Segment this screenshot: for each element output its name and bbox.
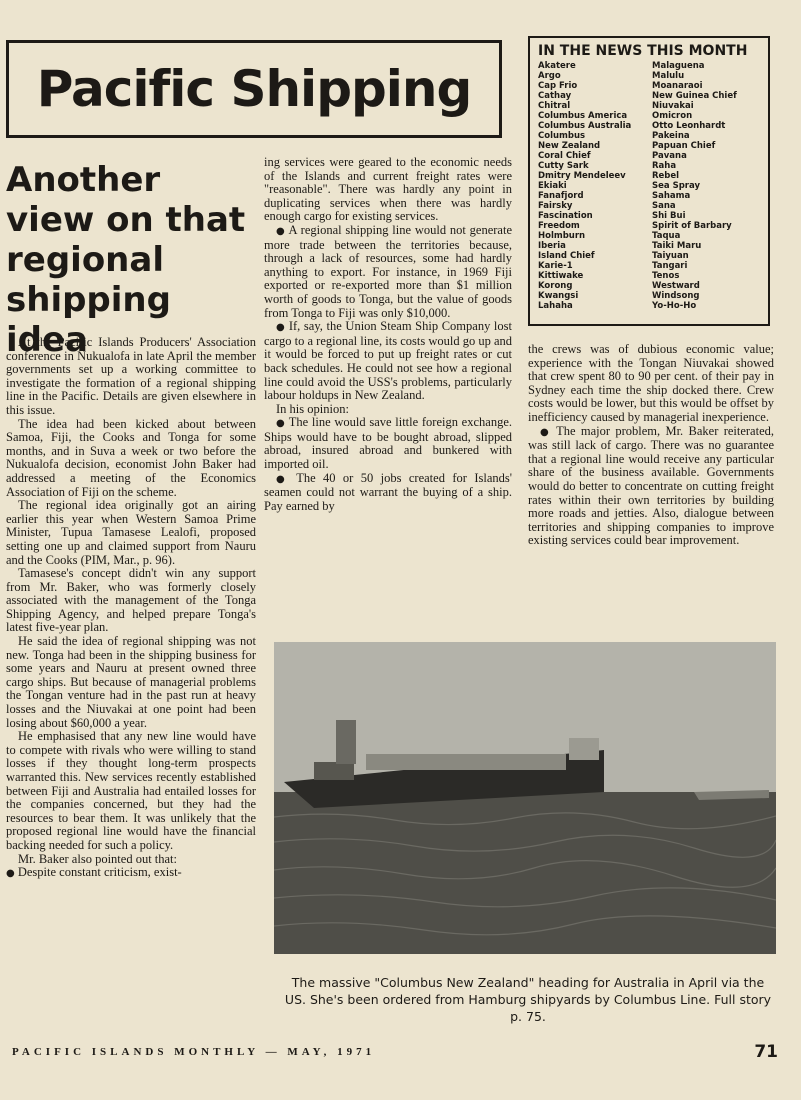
bullet-text: The 40 or 50 jobs created for Islands' seamen could not warrant the buying of a ship. Pay earned by bbox=[264, 470, 512, 513]
news-item: Pavana bbox=[652, 151, 687, 161]
news-item: Holmburn bbox=[538, 231, 586, 241]
photo-caption: The massive "Columbus New Zealand" heading for Australia in April via the US. She's been ordered from Hamburg shipyards by Columbus Line. Full story p. 75. bbox=[284, 975, 772, 1024]
news-item: Pakeina bbox=[652, 131, 690, 141]
news-item: Sahama bbox=[652, 191, 691, 201]
news-this-month-box bbox=[528, 36, 770, 326]
bullet-paragraph bbox=[264, 224, 512, 320]
bullet-paragraph bbox=[528, 425, 774, 548]
news-item: Yo-Ho-Ho bbox=[652, 301, 697, 311]
paragraph: The regional idea originally got an airing earlier this year when Western Samoa Prime Minister, Tupua Tamasese Lealofi, proposed setting one up and claimed support from Nauru and the Cooks (PIM, Mar., p. 96). bbox=[6, 498, 256, 567]
news-item: Westward bbox=[652, 281, 700, 291]
news-item: Rebel bbox=[652, 171, 680, 181]
news-item: Cathay bbox=[538, 91, 572, 101]
bullet-text: A regional shipping line would not generate more trade between the territories because, through a lack of resources, some had hardly anything to export. For instance, in 1969 Fiji exported or re-exported more than $1 million worth of goods to Tonga, but the value of goods from Tonga to Fiji was only $10,000. bbox=[264, 222, 512, 320]
news-item: Kwangsi bbox=[538, 291, 579, 301]
news-item: Moanaraoi bbox=[652, 81, 703, 91]
news-item: Papuan Chief bbox=[652, 141, 716, 151]
news-box-title: IN THE NEWS THIS MONTH bbox=[538, 43, 748, 59]
news-item: New Zealand bbox=[538, 141, 601, 151]
news-item: Cutty Sark bbox=[538, 161, 589, 171]
news-item: Omicron bbox=[652, 111, 693, 121]
article-headline: Another view on that regional shipping idea bbox=[6, 160, 246, 360]
bullet-paragraph bbox=[264, 320, 512, 403]
news-item: Columbus Australia bbox=[538, 121, 632, 131]
news-item: Freedom bbox=[538, 221, 580, 231]
news-item: Fairsky bbox=[538, 201, 573, 211]
bullet-paragraph bbox=[6, 866, 256, 881]
news-item: Lahaha bbox=[538, 301, 573, 311]
news-item: Columbus bbox=[538, 131, 586, 141]
bullet-icon: ● bbox=[276, 225, 286, 237]
news-item: New Guinea Chief bbox=[652, 91, 737, 101]
news-item: Fascination bbox=[538, 211, 593, 221]
bullet-paragraph bbox=[264, 472, 512, 514]
paragraph: He said the idea of regional shipping was not new. Tonga had been in the shipping business for some years and Nauru at present owned three cargo ships. But because of managerial problems the Tongan venture had in the past run at heavy losses and the Niuvakai at one point had been losing about $60,000 a year. bbox=[6, 634, 256, 730]
news-item: Cap Frio bbox=[538, 81, 578, 91]
news-item: Sana bbox=[652, 201, 676, 211]
news-item: Fanafjord bbox=[538, 191, 584, 201]
news-item: Taiyuan bbox=[652, 251, 689, 261]
paragraph: the crews was of dubious economic value; experience with the Tongan Niuvakai showed that crew spent 80 to 90 per cent. of their pay in Sydney each time the ship docked there. Crew costs would be lower, but this would be offset by inefficiency caused by managerial inexperience. bbox=[528, 342, 774, 424]
news-item: Raha bbox=[652, 161, 677, 171]
bullet-icon: ● bbox=[276, 418, 286, 430]
paragraph: At the Pacific Islands Producers' Association conference in Nukualofa in late April the member governments set up a working committee to investigate the formation of a regional shipping line in the Pacific. Details are given elsewhere in this issue. bbox=[6, 335, 256, 417]
news-item: Columbus America bbox=[538, 111, 628, 121]
news-item: Ekiaki bbox=[538, 181, 567, 191]
news-item: Niuvakai bbox=[652, 101, 694, 111]
news-item: Korong bbox=[538, 281, 573, 291]
news-list-right bbox=[652, 61, 760, 311]
news-item: Iberia bbox=[538, 241, 566, 251]
news-item: Shi Bui bbox=[652, 211, 686, 221]
running-title: PACIFIC ISLANDS MONTHLY — MAY, 1971 bbox=[12, 1046, 376, 1058]
news-item: Island Chief bbox=[538, 251, 595, 261]
paragraph: ing services were geared to the economic needs of the Islands and current freight rates were "reasonable". There was hardly any point in duplicating services when there was hardly enough cargo for existing services. bbox=[264, 155, 512, 224]
news-item: Karie-1 bbox=[538, 261, 573, 271]
news-item: Taqua bbox=[652, 231, 681, 241]
paragraph: In his opinion: bbox=[276, 401, 349, 416]
news-item: Chitral bbox=[538, 101, 571, 111]
section-masthead bbox=[6, 40, 502, 138]
ship-illustration bbox=[274, 642, 776, 954]
news-item: Malaguena bbox=[652, 61, 705, 71]
news-item: Kittiwake bbox=[538, 271, 584, 281]
news-list-left bbox=[538, 61, 646, 311]
news-item: Akatere bbox=[538, 61, 576, 71]
bullet-text: The line would save little foreign exchange. Ships would have to be bought abroad, slipped abroad, insured abroad and bunkered with imported oil. bbox=[264, 415, 512, 472]
bullet-text: The major problem, Mr. Baker reiterated, was still lack of cargo. There was no guarantee that a regional line would receive any particular share of the business available. Governments would do better to concentrate on cutting freight rates within their own territories by building more roads and jetties. Also, dialogue between territories and shipping companies to improve existing services could bear improvement. bbox=[528, 423, 775, 548]
article-column-3 bbox=[528, 343, 774, 548]
page-number: 71 bbox=[754, 1042, 778, 1062]
news-item: Sea Spray bbox=[652, 181, 700, 191]
bullet-paragraph bbox=[264, 416, 512, 471]
bullet-icon: ● bbox=[540, 426, 551, 438]
news-item: Dmitry Mendeleev bbox=[538, 171, 626, 181]
news-item: Otto Leonhardt bbox=[652, 121, 726, 131]
paragraph: Tamasese's concept didn't win any support from Mr. Baker, who was formerly closely associated with the management of the Tonga Shipping Agency, and helped prepare Tonga's latest five-year plan. bbox=[6, 566, 256, 635]
news-item: Argo bbox=[538, 71, 561, 81]
bullet-icon: ● bbox=[276, 322, 286, 334]
news-item: Taiki Maru bbox=[652, 241, 702, 251]
news-item: Spirit of Barbary bbox=[652, 221, 732, 231]
bullet-icon: ● bbox=[6, 868, 15, 880]
ship-photo bbox=[274, 642, 776, 954]
news-item: Malulu bbox=[652, 71, 685, 81]
news-item: Windsong bbox=[652, 291, 700, 301]
bullet-text: Despite constant criticism, exist- bbox=[17, 865, 182, 880]
news-item: Coral Chief bbox=[538, 151, 591, 161]
news-item: Tangari bbox=[652, 261, 688, 271]
article-column-2 bbox=[264, 156, 512, 513]
bullet-text: If, say, the Union Steam Ship Company lost cargo to a regional line, its costs would go up and it would be forced to put up freight rates or cut back schedules. He could not see how a regional line could avoid the USS's problems, particularly labour holdups in New Zealand. bbox=[264, 319, 512, 403]
news-item: Tenos bbox=[652, 271, 680, 281]
paragraph: Mr. Baker also pointed out that: bbox=[18, 851, 178, 866]
paragraph: The idea had been kicked about between Samoa, Fiji, the Cooks and Tonga for some months, and in Suva a week or two before the Nukualofa decision, economist John Baker had addressed a meeting of the Economics Association of Fiji on the scheme. bbox=[6, 416, 256, 499]
paragraph: He emphasised that any new line would have to compete with rivals who were willing to stand losses if they thought long-term prospects warranted this. New services recently established between Fiji and Australia had entailed losses for the companies concerned, but they had the resources to bear them. It was unlikely that the proposed regional line would have the financial backing needed for such a policy. bbox=[6, 729, 256, 852]
bullet-icon: ● bbox=[276, 473, 289, 485]
article-column-1 bbox=[6, 336, 256, 881]
section-title: Pacific Shipping bbox=[36, 60, 472, 118]
page-footer bbox=[12, 1040, 778, 1064]
